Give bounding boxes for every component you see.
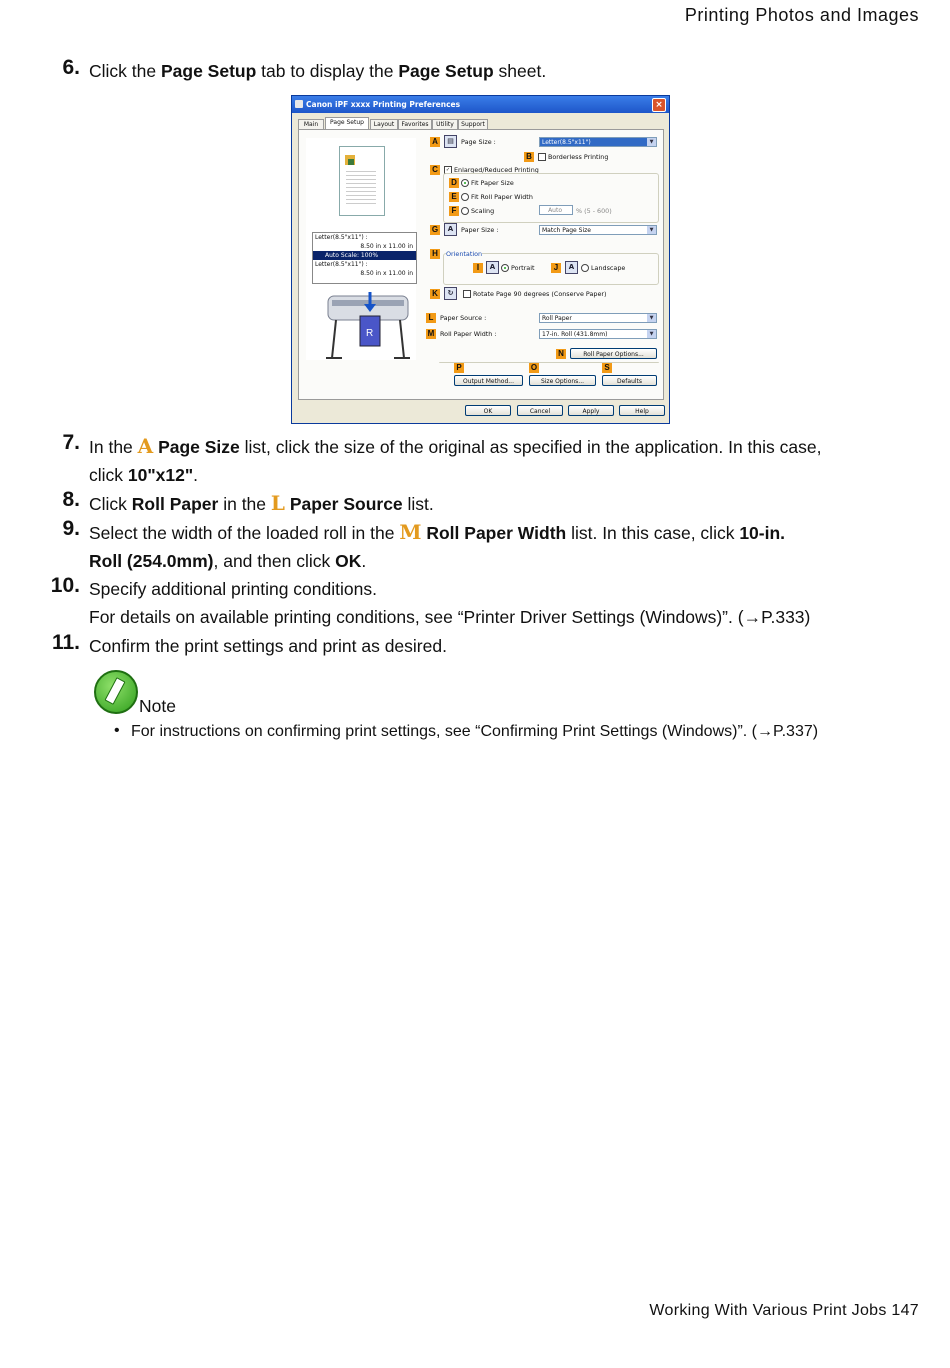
step-number: 8. [62,488,80,511]
label-l: L [426,313,436,323]
preview-sheet [339,146,385,216]
label-n: N [556,349,566,359]
page-setup-panel [298,129,664,400]
label-p: P [454,363,464,373]
paper-source-label: Paper Source : [440,314,487,322]
apply-button[interactable]: Apply [568,405,614,416]
rotate-checkbox[interactable] [463,290,471,298]
step-7-text: In the A Page Size list, click the size of the original as specified in the application. In this case, click 10"x12". [89,434,822,485]
portrait-icon: A [486,261,499,274]
step-number: 6. [62,56,80,79]
svg-text:R: R [366,328,374,339]
borderless-checkbox[interactable] [538,153,546,161]
defaults-button[interactable]: Defaults [602,375,657,386]
orientation-label: Orientation [446,250,483,258]
label-e: E [449,192,459,202]
dialog-title: Canon iPF xxxx Printing Preferences [306,100,461,109]
label-h: H [430,249,440,259]
roll-width-dropdown[interactable]: 17-in. Roll (431.8mm) ▼ [539,329,657,339]
fit-roll-label: Fit Roll Paper Width [471,193,533,201]
step-number: 9. [62,517,80,540]
enlarged-checkbox[interactable]: ✓ [445,167,451,173]
page-size-icon: ▤ [444,135,457,148]
step-6-text: Click the Page Setup tab to display the Page Setup sheet. [89,61,547,81]
divider [439,362,659,364]
chevron-down-icon: ▼ [647,314,656,322]
step-10-text: Specify additional printing conditions. For details on available printing conditions, see “Printer Driver Settings (Windows)”. (→P.333) [89,579,811,627]
tab-favorites[interactable]: Favorites [398,119,432,130]
label-o: O [530,363,538,372]
scaling-range: % (5 - 600) [576,207,612,215]
chevron-down-icon: ▼ [647,138,656,146]
step-number: 7. [62,431,80,454]
scaling-input[interactable]: Auto [539,205,573,215]
label-a: A [430,137,440,147]
note-title: Note [139,696,176,716]
paper-size-dropdown[interactable]: Match Page Size ▼ [539,225,657,235]
landscape-radio[interactable] [581,264,589,272]
enlarged-label: Enlarged/Reduced Printing [454,166,539,174]
label-c: C [430,165,440,175]
label-b: B [524,152,534,162]
chevron-down-icon: ▼ [647,330,656,338]
rotate-icon: ↻ [444,287,457,300]
paper-size-label: Paper Size : [461,226,499,234]
fit-paper-radio[interactable] [461,179,469,187]
printer-icon [295,100,303,108]
dialog-title-bar [292,96,669,113]
tab-utility[interactable]: Utility [432,119,458,130]
tab-main[interactable]: Main [298,119,324,130]
tab-layout[interactable]: Layout [370,119,398,130]
label-i: I [473,263,483,273]
preview-info: Letter(8.5"x11") : 8.50 in x 11.00 in Auto Scale: 100% Letter(8.5"x11") : 8.50 in x 11.00 in [312,232,417,284]
roll-options-button[interactable]: Roll Paper Options... [570,348,657,359]
page-footer: Working With Various Print Jobs 147 [649,1302,919,1319]
printer-illustration [322,288,414,360]
portrait-label: Portrait [511,264,535,272]
page-header: Printing Photos and Images [684,5,919,25]
printing-preferences-dialog [291,95,670,424]
tab-page-setup[interactable]: Page Setup [325,117,369,130]
label-m: M [427,329,435,338]
landscape-label: Landscape [591,264,626,272]
landscape-icon: A [565,261,578,274]
borderless-label: Borderless Printing [548,153,609,161]
size-options-button[interactable]: Size Options... [529,375,596,386]
note-item: For instructions on confirming print settings, see “Confirming Print Settings (Windows)”. (→P.337) [131,723,819,740]
note-pencil-icon [94,670,138,714]
label-s: S [602,363,612,373]
fit-paper-label: Fit Paper Size [471,179,514,187]
note-bullet: • [114,722,120,739]
close-icon[interactable]: × [652,98,666,112]
label-k: K [430,289,440,299]
label-j: J [551,263,561,273]
rotate-label: Rotate Page 90 degrees (Conserve Paper) [473,290,607,298]
cancel-button[interactable]: Cancel [517,405,563,416]
step-number: 10. [50,574,80,597]
fit-roll-radio[interactable] [461,193,469,201]
page-size-dropdown[interactable]: Letter(8.5"x11") ▼ [539,137,657,147]
ok-button[interactable]: OK [465,405,511,416]
print-preview [306,138,416,360]
paper-size-icon: A [444,223,457,236]
step-11-text: Confirm the print settings and print as desired. [89,636,447,656]
step-8-text: Click Roll Paper in the L Paper Source list. [89,491,434,515]
step-number: 11. [51,631,80,654]
step-9-text: Select the width of the loaded roll in the M Roll Paper Width list. In this case, click 10-in. Roll (254.0mm), and then click OK. [89,520,786,571]
roll-width-label: Roll Paper Width : [440,330,497,338]
portrait-radio[interactable] [501,264,509,272]
paper-source-dropdown[interactable]: Roll Paper ▼ [539,313,657,323]
chevron-down-icon: ▼ [647,226,656,234]
label-g: G [431,225,439,234]
page-size-label: Page Size : [461,138,496,146]
scaling-radio[interactable] [461,207,469,215]
help-button[interactable]: Help [619,405,665,416]
label-d: D [449,178,459,188]
label-f: F [449,206,459,216]
output-method-button[interactable]: Output Method... [454,375,523,386]
tab-support[interactable]: Support [458,119,488,130]
scaling-label: Scaling [471,207,495,215]
